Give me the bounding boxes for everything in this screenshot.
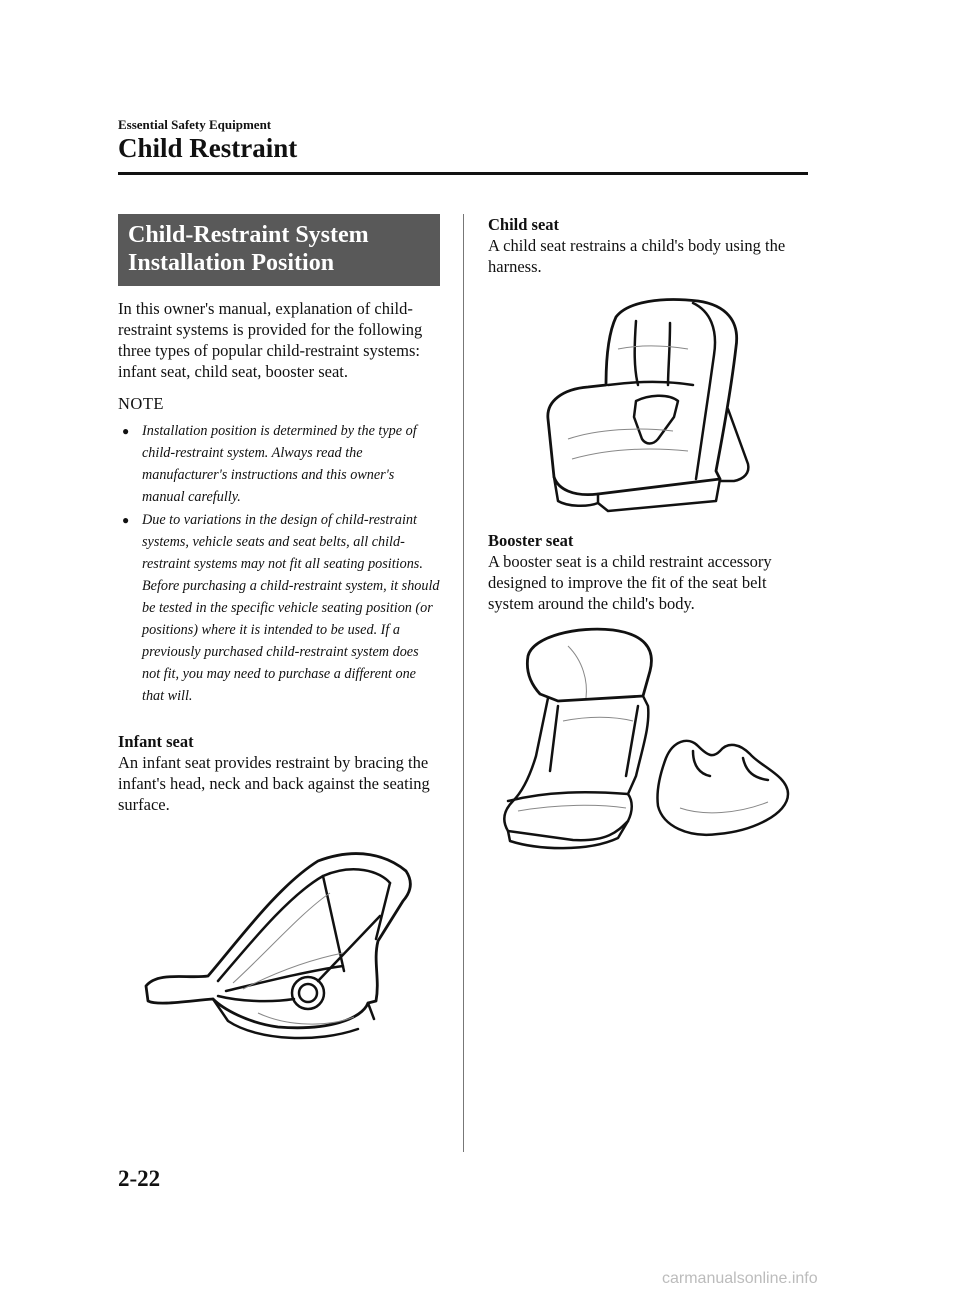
watermark: carmanualsonline.info xyxy=(662,1270,818,1287)
left-column xyxy=(118,214,440,1081)
column-divider xyxy=(463,214,464,1152)
note-text: Installation position is determined by the type of child-restraint system. Always read the manufacturer's instructions and this owner's manual carefully. xyxy=(142,423,417,505)
child-seat-illustration xyxy=(488,289,808,524)
page-number: 2-22 xyxy=(118,1166,161,1191)
note-item xyxy=(118,509,440,707)
note-text: Due to variations in the design of child-restraint systems, vehicle seats and seat belts, all child-restraint systems may not fit all seating positions. Before purchasing a child-restraint system, it should be tested in the specific vehicle seating position (or positions) where it is intended to be used. If a previously purchased child-restraint system does not fit, you may need to purchase a different one that will. xyxy=(142,512,440,704)
infant-seat-illustration xyxy=(118,831,440,1081)
child-seat-heading: Child seat xyxy=(488,215,560,234)
booster-seat-illustration xyxy=(488,626,808,856)
note-list xyxy=(118,420,440,707)
section-title-line-1: Child-Restraint System xyxy=(128,222,369,248)
bullet-icon: ● xyxy=(122,424,130,438)
header-rule xyxy=(118,172,808,175)
section-title-line-2: Installation Position xyxy=(128,250,335,276)
section-label: Essential Safety Equipment xyxy=(118,117,272,132)
section-title-box xyxy=(118,214,440,286)
note-item xyxy=(118,420,440,508)
note-label: NOTE xyxy=(118,394,164,413)
infant-seat-text: An infant seat provides restraint by bracing the infant's head, neck and back against the seating surface. xyxy=(118,753,430,814)
page-title: Child Restraint xyxy=(118,133,298,163)
booster-seat-heading: Booster seat xyxy=(488,531,574,550)
booster-seat-text: A booster seat is a child restraint accessory designed to improve the fit of the seat belt system around the child's body. xyxy=(488,552,772,613)
infant-seat-heading: Infant seat xyxy=(118,732,194,751)
right-column xyxy=(488,214,808,856)
child-seat-text: A child seat restrains a child's body using the harness. xyxy=(488,236,786,276)
intro-paragraph: In this owner's manual, explanation of child-restraint systems is provided for the following three types of popular child-restraint systems: infant seat, child seat, booster seat. xyxy=(118,299,423,381)
bullet-icon: ● xyxy=(122,513,130,527)
